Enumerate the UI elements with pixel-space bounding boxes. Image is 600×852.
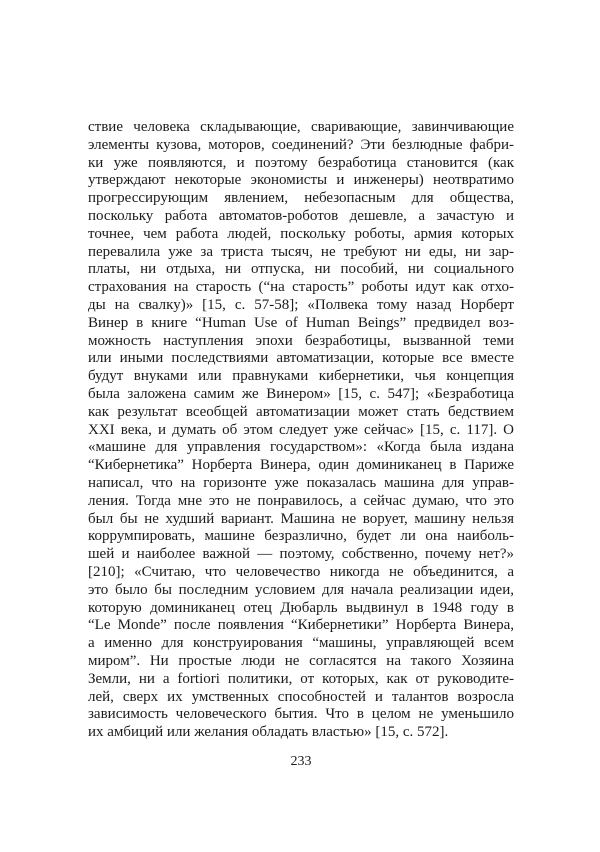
text-line: ды на свалку)» [15, с. 57-58]; «Полвека тому назад Норберт xyxy=(88,296,514,313)
text-line: ки уже появляются, и поэтому безработица становится (как xyxy=(88,154,514,171)
text-line: был бы не худший вариант. Машина не ворует, машину нельзя xyxy=(88,510,514,527)
text-line: поскольку работа автоматов-роботов дешевле, а зачастую и xyxy=(88,207,514,224)
text-line: написал, что на горизонте уже показалась машина для управ- xyxy=(88,474,514,491)
text-line: это было бы последним условием для начала реализации идеи, xyxy=(88,581,514,598)
text-line: прогрессирующим явлением, небезопасным для общества, xyxy=(88,190,514,207)
text-line: можность наступления эпохи безработицы, вызванной теми xyxy=(88,332,514,349)
text-line: их амбиций или желания обладать властью» [15, с. 572]. xyxy=(88,724,449,741)
text-line: лей, сверх их умственных способностей и талантов возросла xyxy=(88,688,514,705)
text-line: точнее, чем работа людей, поскольку роботы, армия которых xyxy=(88,225,514,242)
text-line: миром”. Ни простые люди не согласятся на такого Хозяина xyxy=(88,652,514,669)
text-line: коррумпировать, машине безразлично, будет ли она наиболь- xyxy=(88,528,514,545)
text-line: «машине для управления государством»: «Когда была издана xyxy=(88,439,514,456)
text-line: платы, ни отдыха, ни отпуска, ни пособий, ни социального xyxy=(88,261,514,278)
text-line: Земли, ни a fortiori политики, от которых, как от руководите- xyxy=(88,670,514,687)
text-line: как результат всеобщей автоматизации может стать бедствием xyxy=(88,403,514,420)
text-line: ления. Тогда мне это не понравилось, а сейчас думаю, что это xyxy=(88,492,514,509)
text-line: Винер в книге “Human Use of Human Beings” предвидел воз- xyxy=(88,314,514,331)
text-line: шей и наиболее важной — поэтому, собственно, почему нет?» xyxy=(88,546,514,563)
text-line: “Le Monde” после появления “Кибернетики” Норберта Винера, xyxy=(88,617,514,634)
text-line: элементы кузова, моторов, соединений? Эти безлюдные фабри- xyxy=(88,136,514,153)
text-line: страхования на старость (“на старость” роботы идут как отхо- xyxy=(88,279,514,296)
text-line: [210]; «Считаю, что человечество никогда не объединится, а xyxy=(88,563,514,580)
text-line: “Кибернетика” Норберта Винера, один доминиканец в Париже xyxy=(88,457,514,474)
text-line: или иными последствиями автоматизации, которые все вместе xyxy=(88,350,514,367)
text-line: была заложена самим же Винером» [15, с. 547]; «Безработица xyxy=(88,385,514,402)
text-line: перевалила уже за триста тысяч, не требуют ни еды, ни зар- xyxy=(88,243,514,260)
text-line: утверждают некоторые экономисты и инженеры) неотвратимо xyxy=(88,172,514,189)
text-line: XXI века, и думать об этом следует уже сейчас» [15, с. 117]. О xyxy=(88,421,514,438)
text-line: ствие человека складывающие, сваривающие, завинчивающие xyxy=(88,119,514,135)
text-line: которую доминиканец отец Дюбарль выдвинул в 1948 году в xyxy=(88,599,514,616)
text-line: а именно для конструирования “машины, управляющей всем xyxy=(88,635,514,652)
body-text xyxy=(88,119,514,742)
text-line: будут внуками или правнуками кибернетики, чья концепция xyxy=(88,368,514,385)
text-line: зависимость человеческого бытия. Что в целом не уменьшило xyxy=(88,706,514,723)
page-number: 233 xyxy=(290,754,312,769)
